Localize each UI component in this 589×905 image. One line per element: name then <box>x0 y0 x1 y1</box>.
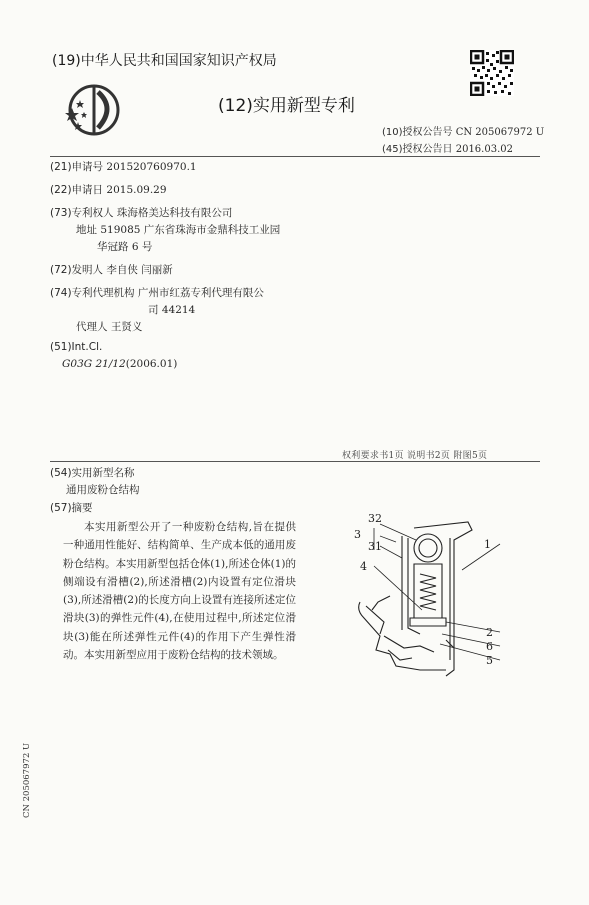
patent-office-name: (19)中华人民共和国国家知识产权局 <box>52 53 277 69</box>
agency-label: (74)专利代理机构 <box>50 287 135 299</box>
address-line-2: 华冠路 6 号 <box>97 241 153 253</box>
drawing-label-3: 3 <box>354 528 361 541</box>
publication-number-value: CN 205067972 U <box>455 127 545 138</box>
address-label: 地址 <box>76 224 97 236</box>
title-label: (54)实用新型名称 <box>50 467 135 479</box>
publication-number-label: (10)授权公告号 <box>382 127 453 138</box>
application-date-value: 2015.09.29 <box>106 184 167 196</box>
patentee-value: 珠海格美达科技有限公司 <box>116 207 233 219</box>
application-number-row <box>50 159 197 174</box>
application-number-label: (21)申请号 <box>50 161 104 173</box>
publication-date-label: (45)授权公告日 <box>382 144 453 155</box>
drawing-label-6: 6 <box>486 640 493 653</box>
publication-date-row <box>382 140 513 155</box>
drawing-label-31: 31 <box>368 540 382 553</box>
side-publication-number-text: CN 205067972 U <box>22 742 32 818</box>
agency-line-2: 司 44214 <box>148 304 196 316</box>
representative-drawing <box>350 510 510 690</box>
inventor-label: (72)发明人 <box>50 264 104 276</box>
agent-value: 王贤义 <box>110 321 143 333</box>
application-date-label: (22)申请日 <box>50 184 104 196</box>
application-number-value: 201520760970.1 <box>106 161 197 173</box>
utility-model-title: 通用废粉仓结构 <box>66 484 140 496</box>
drawing-label-1: 1 <box>484 538 491 551</box>
drawing-label-2: 2 <box>486 626 493 639</box>
address-row <box>76 222 280 237</box>
agency-line-1: 广州市红荔专利代理有限公 <box>137 287 264 299</box>
application-date-row <box>50 182 167 197</box>
intcl-row <box>62 358 177 370</box>
intcl-year: (2006.01) <box>125 358 178 370</box>
abstract-text: 本实用新型公开了一种废粉仓结构,旨在提供一种通用性能好、结构简单、生产成本低的通用废粉仓结构。本实用新型包括仓体(1),所述仓体(1)的侧端设有滑槽(2),所述滑槽(2)内设置有定位滑块(3),所述滑槽(2)的长度方向上设置有连接所述定位滑块(3)的弹性元件(4),在使用过程中,所述定位滑块(3)能在所述弹性元件(4)的作用下产生弹性滑动。本实用新型应用于废粉仓结构的技术领域。 <box>63 521 296 662</box>
address-line-1: 519085 广东省珠海市金鼎科技工业园 <box>100 224 281 236</box>
qr-code-icon <box>470 50 514 96</box>
abstract-label: (57)摘要 <box>50 502 93 514</box>
cnipa-logo <box>60 78 122 140</box>
inventor-value: 李自侠 闫丽新 <box>106 264 173 276</box>
header-divider <box>50 156 540 157</box>
document-type: (12)实用新型专利 <box>218 96 355 116</box>
publication-date-value: 2016.03.02 <box>455 144 513 155</box>
drawing-label-4: 4 <box>360 560 367 573</box>
publication-number-row <box>382 123 544 138</box>
intcl-label: (51)Int.Cl. <box>50 341 103 353</box>
drawing-label-5: 5 <box>486 654 493 667</box>
patentee-label: (73)专利权人 <box>50 207 114 219</box>
agency-row <box>50 285 264 300</box>
page-count-note: 权利要求书1页 说明书2页 附图5页 <box>342 451 488 461</box>
agent-label: 代理人 <box>76 321 108 333</box>
agent-row <box>76 319 142 334</box>
intcl-value: G03G 21/12 <box>62 358 126 370</box>
biblio-divider <box>50 461 540 462</box>
drawing-label-32: 32 <box>368 512 382 525</box>
side-publication-number <box>20 740 36 820</box>
patentee-row <box>50 205 232 220</box>
inventor-row <box>50 262 173 277</box>
